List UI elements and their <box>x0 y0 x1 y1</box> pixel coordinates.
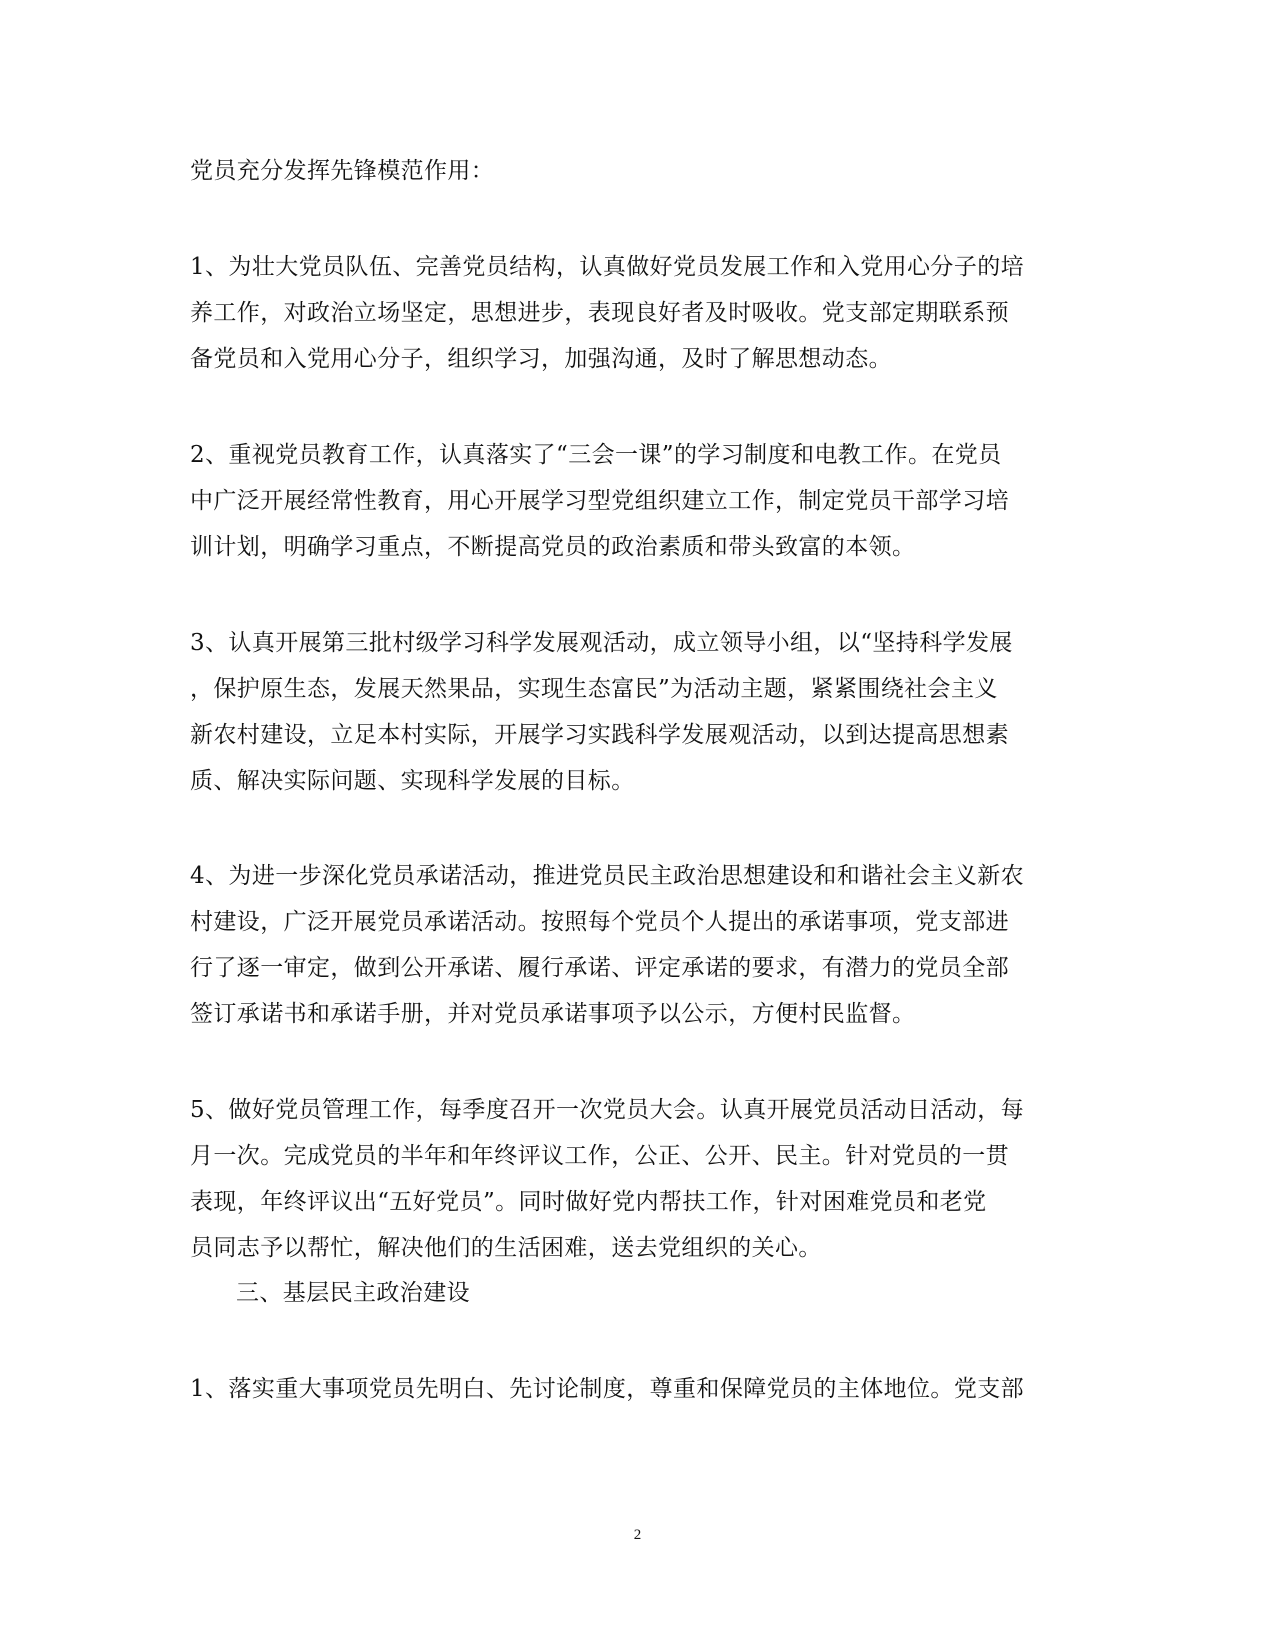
item-1-line-1: 1、为壮大党员队伍、完善党员结构，认真做好党员发展工作和入党用心分子的培 <box>190 254 1025 280</box>
item-5-line-4: 员同志予以帮忙，解决他们的生活困难，送去党组织的关心。 <box>190 1235 822 1261</box>
item-5-line-1: 5、做好党员管理工作，每季度召开一次党员大会。认真开展党员活动日活动，每 <box>190 1097 1025 1123</box>
page-number: 2 <box>633 1527 642 1543</box>
item-5-line-2: 月一次。完成党员的半年和年终评议工作，公正、公开、民主。针对党员的一贯 <box>190 1143 1009 1169</box>
item-2-line-2: 中广泛开展经常性教育，用心开展学习型党组织建立工作，制定党员干部学习培 <box>190 488 1009 514</box>
paragraph-intro-line: 党员充分发挥先锋模范作用： <box>190 158 495 184</box>
section-item-1-line-1: 1、落实重大事项党员先明白、先讨论制度，尊重和保障党员的主体地位。党支部 <box>190 1376 1025 1402</box>
item-3-line-1: 3、认真开展第三批村级学习科学发展观活动，成立领导小组，以“坚持科学发展 <box>190 630 1013 656</box>
item-4-line-3: 行了逐一审定，做到公开承诺、履行承诺、评定承诺的要求，有潜力的党员全部 <box>190 955 1009 981</box>
item-4-line-1: 4、为进一步深化党员承诺活动，推进党员民主政治思想建设和和谐社会主义新农 <box>190 863 1025 889</box>
item-1-line-3: 备党员和入党用心分子，组织学习，加强沟通，及时了解思想动态。 <box>190 346 892 372</box>
item-3-line-4: 质、解决实际问题、实现科学发展的目标。 <box>190 768 635 794</box>
item-2-line-1: 2、重视党员教育工作，认真落实了“三会一课”的学习制度和电教工作。在党员 <box>190 442 1002 468</box>
item-3-line-2: ，保护原生态，发展天然果品，实现生态富民”为活动主题，紧紧围绕社会主义 <box>190 676 998 702</box>
item-4-line-4: 签订承诺书和承诺手册，并对党员承诺事项予以公示，方便村民监督。 <box>190 1001 916 1027</box>
item-5-line-3: 表现，年终评议出“五好党员”。同时做好党内帮扶工作，针对困难党员和老党 <box>190 1189 987 1215</box>
item-4-line-2: 村建设，广泛开展党员承诺活动。按照每个党员个人提出的承诺事项，党支部进 <box>190 909 1009 935</box>
item-1-line-2: 养工作，对政治立场坚定，思想进步，表现良好者及时吸收。党支部定期联系预 <box>190 300 1009 326</box>
item-3-line-3: 新农村建设，立足本村实际，开展学习实践科学发展观活动，以到达提高思想素 <box>190 722 1009 748</box>
item-2-line-3: 训计划，明确学习重点，不断提高党员的政治素质和带头致富的本领。 <box>190 534 916 560</box>
section-heading: 三、基层民主政治建设 <box>236 1280 470 1306</box>
